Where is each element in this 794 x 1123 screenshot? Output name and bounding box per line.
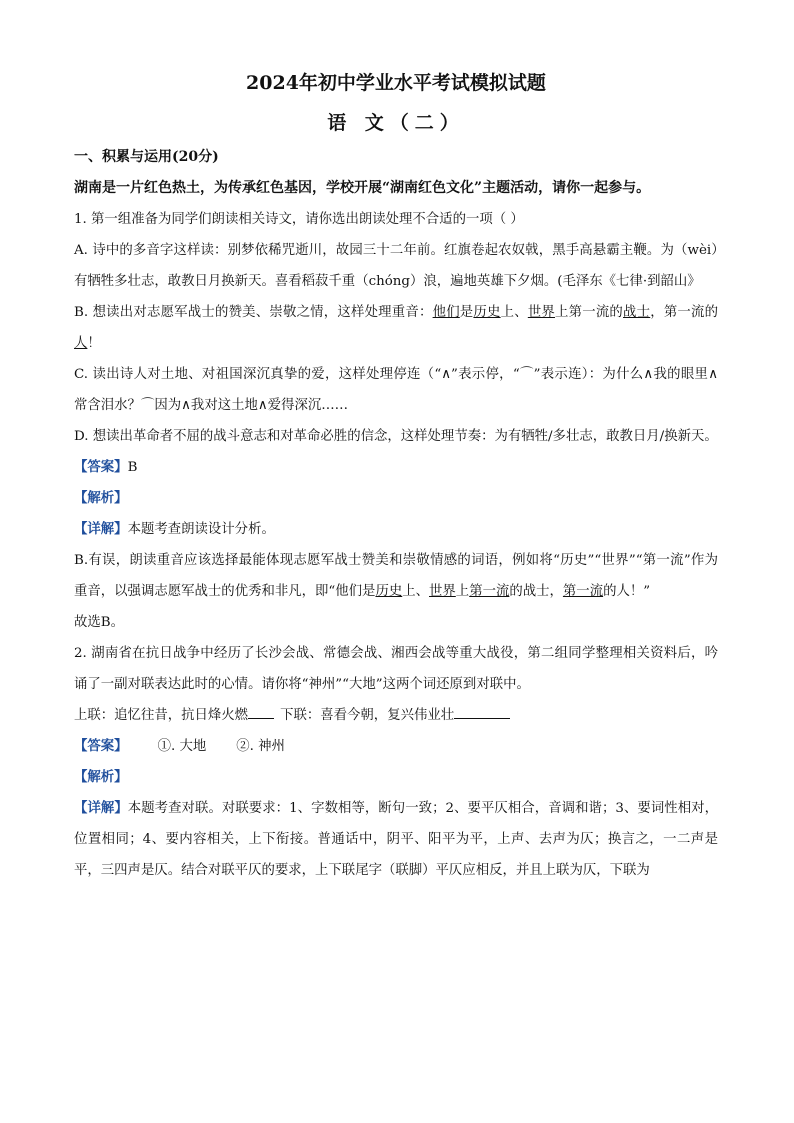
option-b-text: ，第一流的	[650, 305, 719, 320]
question-2-stem: 2. 湖南省在抗日战争中经历了长沙会战、常德会战、湘西会战等重大战役，第二组同学整理相关资料后，吟诵了一副对联表达此时的心情。请你将“神州”“大地”这两个词还原到对联中。	[74, 646, 718, 692]
stressed-word: 人	[74, 336, 88, 351]
stressed-word: 战士	[623, 305, 651, 320]
section-heading: 一、积累与运用(20分)	[74, 149, 219, 165]
question-2-detail	[74, 793, 718, 886]
question-2-analysis	[74, 762, 718, 793]
option-b-text: ！	[87, 336, 101, 351]
detail-tag: 【详解】	[74, 521, 128, 537]
question-1-explanation	[74, 545, 718, 607]
question-1-detail	[74, 514, 718, 545]
option-b-prefix: B. 想读出对志愿军战士的赞美、崇敬之情，这样处理重音：	[74, 305, 433, 320]
explanation-text: 的战士，	[509, 584, 563, 599]
couplet-lower: 下联：喜看今朝，复兴伟业壮	[280, 708, 455, 723]
underlined-word: 第一流	[562, 584, 604, 599]
underlined-word: 历史	[375, 584, 403, 599]
stressed-word: 历史	[473, 305, 501, 320]
page-subtitle: 语 文（二）	[327, 112, 465, 134]
explanation-text: 上	[455, 584, 470, 599]
underlined-word: 第一流	[469, 584, 510, 599]
answer-blank[interactable]	[248, 704, 274, 719]
explanation-text: 的人！”	[603, 584, 651, 599]
analysis-tag: 【解析】	[74, 769, 128, 785]
explanation-text: 上、	[402, 584, 430, 599]
question-2-couplet	[74, 700, 718, 731]
page-title: 2024年初中学业水平考试模拟试题	[246, 72, 546, 94]
explanation-text: B.有误，朗读重音应该选择最能体现志愿军战士赞美和崇敬情感的词语，例如将“历史”“世界”“第一流”作为重音，以强调志愿军战士的优秀和非凡，即“他们是	[74, 553, 718, 599]
answer-tag: 【答案】	[74, 459, 128, 475]
answer-value: B	[127, 460, 138, 475]
question-1-option-b	[74, 297, 718, 359]
detail-text: 本题考查对联。对联要求：1、字数相等，断句一致；2、要平仄相合，音调和谐；3、要词性相对，位置相同；4、要内容相关，上下衔接。普通话中，阴平、阳平为平，上声、去声为仄；换言之，一二声是平，三四声是仄。结合对联平仄的要求，上下联尾字（联脚）平仄应相反，并且上联为仄，下联为	[74, 801, 718, 878]
question-1-option-a: A. 诗中的多音字这样读：别梦依稀咒逝川，故园三十二年前。红旗卷起农奴戟，黑手高悬霸主鞭。为（wèi）有牺牲多壮志，敢教日月换新天。喜看稻菽千重（chóng）浪，遍地英雄下夕烟。(毛泽东《七律·到韶山》	[74, 243, 718, 289]
question-1-stem: 1. 第一组准备为同学们朗读相关诗文，请你选出朗读处理不合适的一项（ ）	[74, 212, 524, 227]
answer-value: ①. 大地	[157, 739, 207, 754]
question-2-answer	[74, 731, 718, 762]
couplet-upper: 上联：追忆往昔，抗日烽火燃	[74, 708, 249, 723]
analysis-tag: 【解析】	[74, 490, 128, 506]
answer-value: ②. 神州	[236, 739, 285, 754]
question-1-analysis	[74, 483, 718, 514]
question-1-answer	[74, 452, 718, 483]
answer-blank[interactable]	[454, 704, 510, 719]
detail-text: 本题考查朗读设计分析。	[127, 522, 275, 537]
question-1-option-c: C. 读出诗人对土地、对祖国深沉真挚的爱，这样处理停连（“∧”表示停，“⌒”表示连）：为什么∧我的眼里∧常含泪水？⌒因为∧我对这土地∧爱得深沉……	[74, 367, 718, 413]
answer-tag: 【答案】	[74, 738, 128, 754]
underlined-word: 世界	[429, 584, 456, 599]
stressed-word: 他们	[432, 305, 460, 320]
detail-tag: 【详解】	[74, 800, 128, 816]
stressed-word: 世界	[527, 305, 556, 320]
question-1-conclusion: 故选B。	[74, 615, 125, 630]
option-b-text: 上第一流的	[555, 305, 624, 320]
option-b-text: 是	[459, 305, 474, 320]
question-1-option-d: D. 想读出革命者不屈的战斗意志和对革命必胜的信念，这样处理节奏：为有牺牲/多壮志，敢教日月/换新天。	[74, 429, 718, 444]
option-b-text: 上、	[500, 305, 528, 320]
section-intro: 湖南是一片红色热土，为传承红色基因，学校开展“湖南红色文化”主题活动，请你一起参与。	[74, 180, 651, 196]
